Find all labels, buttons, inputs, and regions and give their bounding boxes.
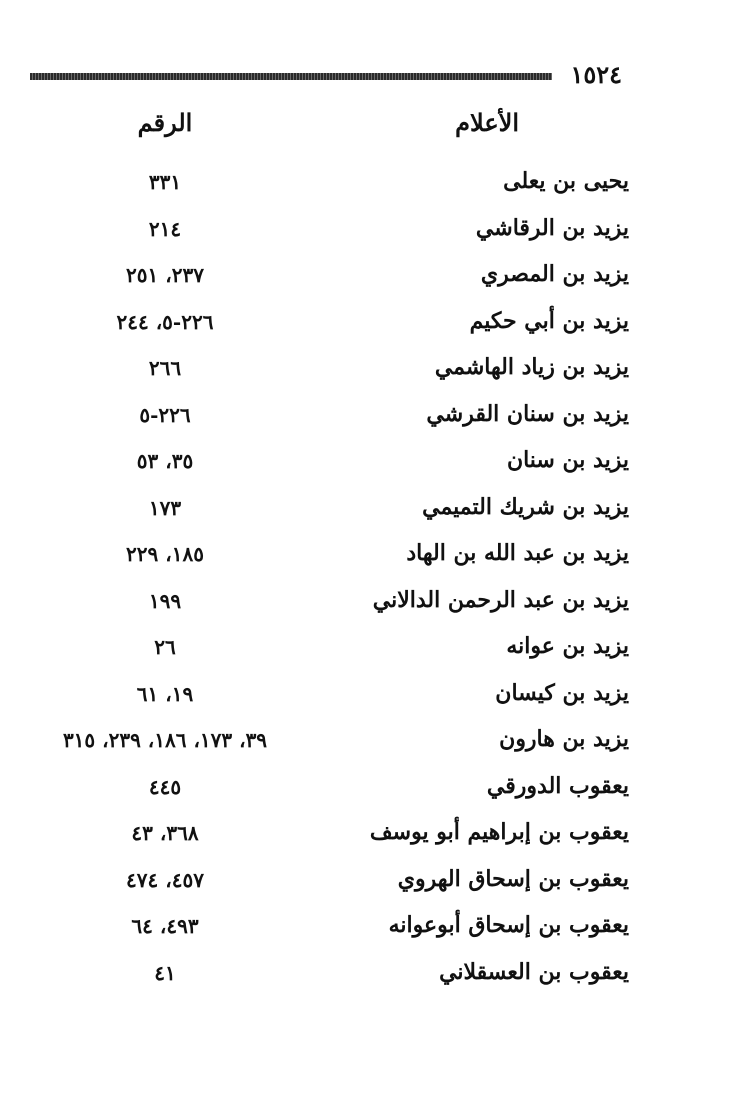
page-header (30, 58, 622, 92)
index-entry (0, 162, 747, 209)
entry-name: يعقوب بن إسحاق أبوعوانه (388, 912, 629, 938)
entry-name: يزيد بن أبي حكيم (469, 307, 629, 334)
page-number: ١٥٢٤ (570, 60, 622, 89)
entry-name: يزيد بن كيسان (495, 679, 629, 706)
entry-name: يزيد بن عبد الله بن الهاد (406, 540, 629, 566)
entry-refs: ٢٢٦-٥، ٢٤٤ (116, 309, 214, 334)
entry-refs: ٢٣٧، ٢٥١ (126, 263, 204, 287)
entry-refs: ١٩، ٦١ (136, 681, 194, 706)
entry-refs: ٤٥٧، ٤٧٤ (126, 867, 204, 892)
index-entry (0, 209, 747, 256)
index-entry (0, 348, 747, 395)
entry-refs: ٣٩، ١٧٣، ١٨٦، ٢٣٩، ٣١٥ (62, 728, 268, 752)
entry-name: يعقوب بن إسحاق الهروي (397, 865, 629, 892)
entry-name: يعقوب بن إبراهيم أبو يوسف (369, 819, 629, 845)
entry-refs: ٣٦٨، ٤٣ (131, 821, 199, 845)
index-entry (0, 488, 747, 535)
entry-name: يزيد بن عوانه (506, 633, 629, 659)
index-entry (0, 860, 747, 907)
entry-name: يحيى بن يعلى (503, 168, 629, 194)
entry-refs: ٢٦ (154, 635, 176, 659)
index-entry (0, 767, 747, 814)
entry-refs: ١٧٣ (148, 495, 182, 520)
entry-refs: ٣٣١ (148, 170, 182, 194)
entry-refs: ٤٩٣، ٦٤ (131, 914, 199, 938)
entry-refs: ٢٢٦-٥ (139, 402, 191, 427)
index-entry (0, 255, 747, 302)
index-entry (0, 953, 747, 1000)
index-entry (0, 813, 747, 860)
entry-refs: ٣٥، ٥٣ (136, 449, 194, 473)
index-entry (0, 674, 747, 721)
index-entry (0, 302, 747, 349)
entry-refs: ١٩٩ (148, 588, 182, 613)
index-entry (0, 720, 747, 767)
entry-refs: ٤٤٥ (148, 774, 182, 799)
entry-name: يعقوب الدورقي (486, 772, 629, 799)
index-entry (0, 627, 747, 674)
entry-name: يزيد بن شريك التميمي (422, 493, 629, 520)
index-entry (0, 906, 747, 953)
entry-refs: ٤١ (154, 960, 176, 985)
column-headers (0, 108, 747, 148)
entry-name: يزيد بن المصري (480, 261, 629, 287)
header-rule (30, 73, 552, 80)
index-entry (0, 395, 747, 442)
entry-refs: ١٨٥، ٢٢٩ (126, 542, 204, 566)
entry-name: يعقوب بن العسقلاني (439, 958, 629, 985)
column-header-numbers: الرقم (137, 108, 193, 137)
index-entry (0, 441, 747, 488)
entry-name: يزيد بن زياد الهاشمي (434, 354, 629, 380)
entry-name: يزيد بن هارون (499, 726, 629, 752)
entry-name: يزيد بن عبد الرحمن الدالاني (372, 586, 629, 613)
entry-name: يزيد بن الرقاشي (475, 214, 629, 241)
index-entry (0, 534, 747, 581)
column-header-names: الأعلام (455, 108, 519, 137)
index-list (0, 162, 747, 999)
entry-refs: ٢٦٦ (148, 356, 182, 380)
entry-name: يزيد بن سنان القرشي (426, 400, 629, 427)
entry-refs: ٢١٤ (148, 216, 182, 241)
index-entry (0, 581, 747, 628)
entry-name: يزيد بن سنان (506, 447, 629, 473)
